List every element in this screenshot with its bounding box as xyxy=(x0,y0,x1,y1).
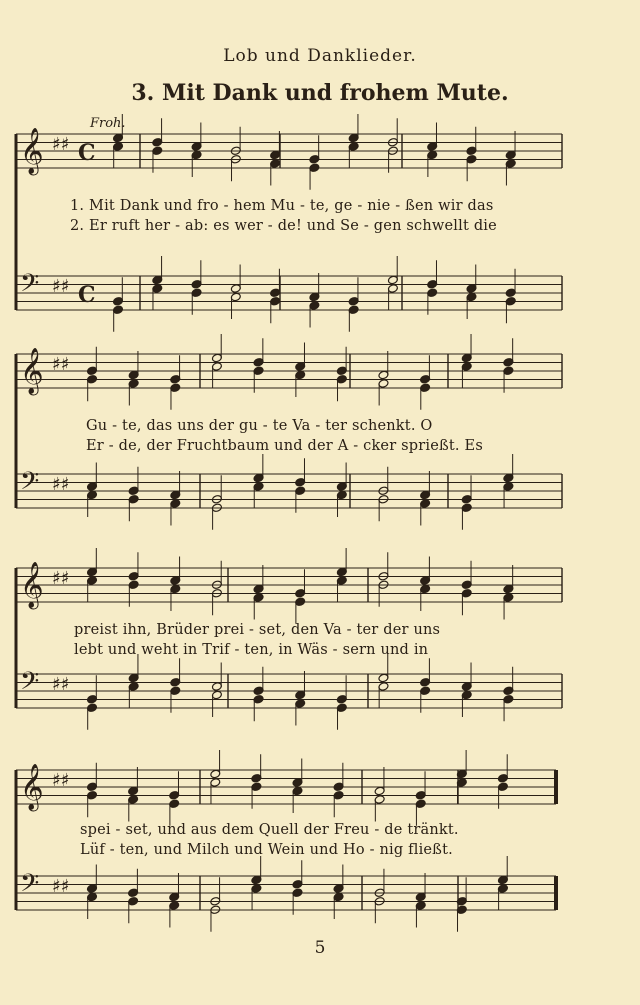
bass-clef: 𝄢 xyxy=(20,467,40,502)
key-signature: ♯♯ xyxy=(52,674,70,695)
lyric-s2-v1: Gu - te, das uns der gu - te Va - ter schenkt. O xyxy=(86,418,433,434)
lyric-s3-v1: preist ihn, Brüder prei - set, den Va - ter der uns xyxy=(74,622,441,638)
treble-clef: 𝄞 xyxy=(20,348,44,394)
lyric-s2-v2: Er - de, der Fruchtbaum und der A - cker sprießt. Es xyxy=(86,438,483,454)
bass-clef: 𝄢 xyxy=(20,869,40,904)
running-head: Lob und Danklieder. xyxy=(223,46,417,66)
page-number: 5 xyxy=(314,938,326,958)
key-signature: ♯♯ xyxy=(52,474,70,495)
treble-clef: 𝄞 xyxy=(20,128,44,174)
key-signature: ♯♯ xyxy=(52,876,70,897)
tempo-marking: Froh. xyxy=(90,116,126,131)
bass-clef: 𝄢 xyxy=(20,667,40,702)
key-signature: ♯♯ xyxy=(52,568,70,589)
lyric-s3-v2: lebt und weht in Trif - ten, in Wäs - sern und in xyxy=(74,642,429,658)
hymn-title: 3. Mit Dank und frohem Mute. xyxy=(131,80,509,106)
time-signature: C xyxy=(78,282,96,308)
bass-clef: 𝄢 xyxy=(20,269,40,304)
key-signature: ♯♯ xyxy=(52,354,70,375)
time-signature: C xyxy=(78,140,96,166)
lyric-s1-v1: 1. Mit Dank und fro - hem Mu - te, ge - nie - ßen wir das xyxy=(70,198,494,214)
lyric-s1-v2: 2. Er ruft her - ab: es wer - de! und Se - gen schwellt die xyxy=(70,218,497,234)
treble-clef: 𝄞 xyxy=(20,562,44,608)
key-signature: ♯♯ xyxy=(52,276,70,297)
treble-clef: 𝄞 xyxy=(20,764,44,810)
lyric-s4-v1: spei - set, und aus dem Quell der Freu - de tränkt. xyxy=(80,822,459,838)
key-signature: ♯♯ xyxy=(52,134,70,155)
key-signature: ♯♯ xyxy=(52,770,70,791)
lyric-s4-v2: Lüf - ten, und Milch und Wein und Ho - nig fließt. xyxy=(80,842,453,858)
